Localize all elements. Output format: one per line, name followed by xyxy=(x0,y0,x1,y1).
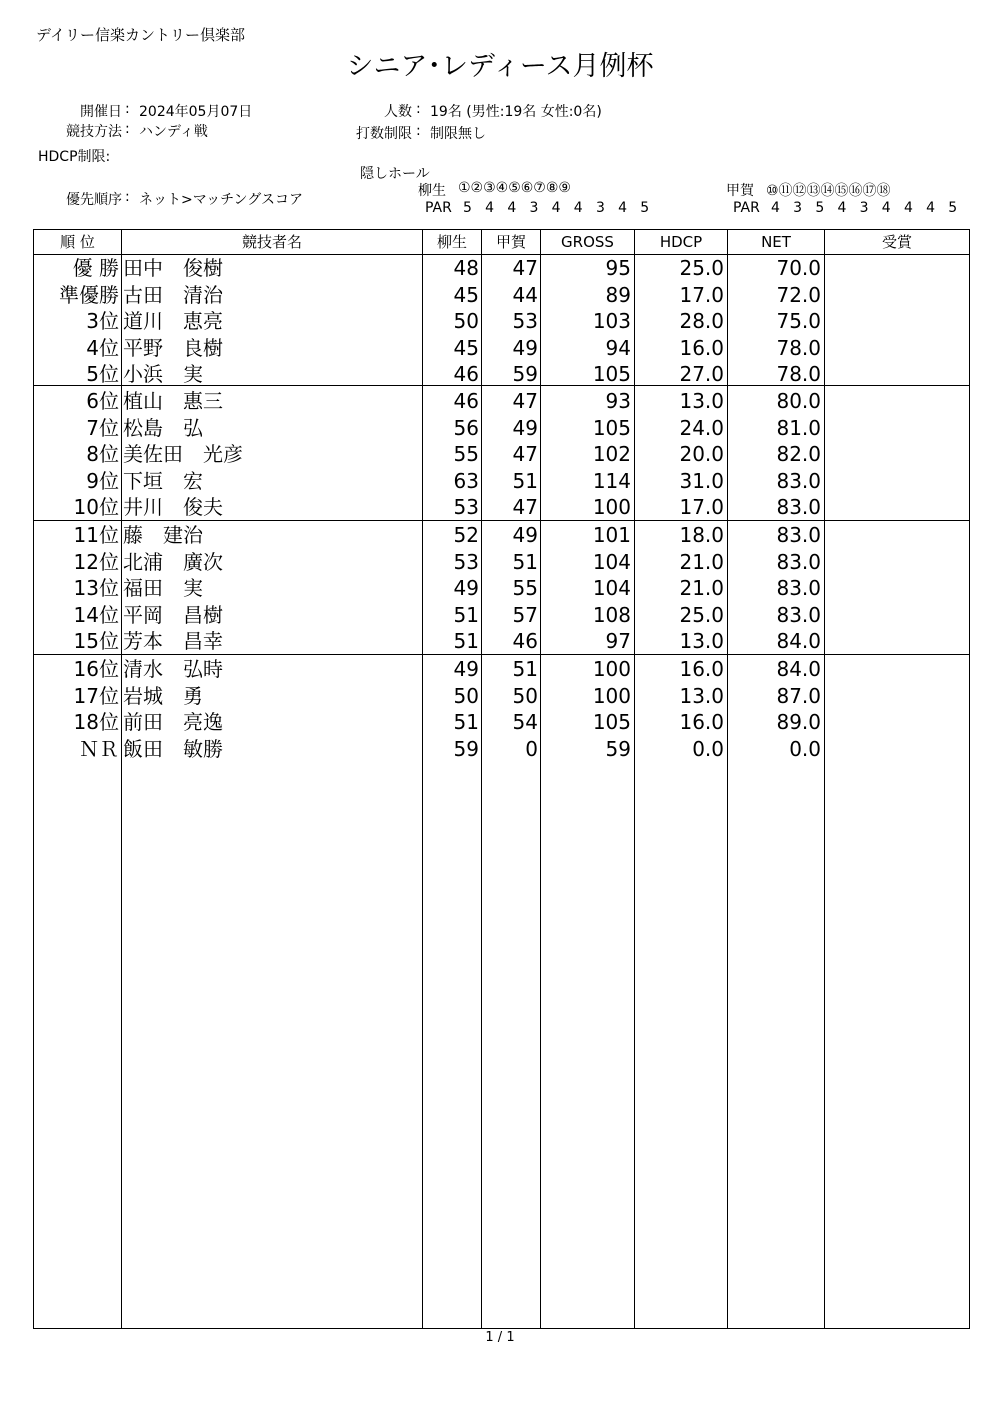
player-name-cell: 下垣 宏 xyxy=(123,468,203,493)
gross-cell: 104 xyxy=(592,549,631,574)
course2-score-cell: 49 xyxy=(512,415,538,440)
course1-score-cell: 49 xyxy=(453,576,479,600)
course1-pars: 5 4 4 3 4 4 3 4 5 xyxy=(463,200,654,216)
limit-label: 打数制限 xyxy=(356,126,412,142)
net-cell: 81.0 xyxy=(776,415,821,440)
net-cell: 70.0 xyxy=(776,256,821,280)
gross-cell: 108 xyxy=(592,602,631,627)
net-cell: 82.0 xyxy=(776,442,821,466)
table-row xyxy=(34,441,969,468)
course2-score-cell: 49 xyxy=(512,335,538,360)
course1-score-cell: 46 xyxy=(453,389,479,413)
table-row xyxy=(34,361,969,388)
gross-cell: 97 xyxy=(605,629,631,653)
gross-cell: 89 xyxy=(605,282,631,307)
header-course1: 柳生 xyxy=(436,233,467,251)
gross-cell: 100 xyxy=(592,495,631,519)
hdcp-limit-label: HDCP制限: xyxy=(38,149,111,165)
rank-cell: 12位 xyxy=(73,549,119,574)
limit-value: 制限無し xyxy=(430,126,486,142)
player-name-cell: 岩城 勇 xyxy=(123,683,203,708)
course2-score-cell: 57 xyxy=(512,602,538,627)
course2-score-cell: 51 xyxy=(512,657,538,681)
course2-score-cell: 53 xyxy=(512,309,538,333)
hdcp-cell: 0.0 xyxy=(692,736,724,761)
page-number: 1 / 1 xyxy=(485,1330,515,1345)
rank-cell: 8位 xyxy=(86,442,119,466)
player-name-cell: 北浦 廣次 xyxy=(123,549,223,574)
gross-cell: 100 xyxy=(592,657,631,681)
table-row xyxy=(34,282,969,309)
rank-cell: 準優勝 xyxy=(59,282,119,307)
course2-score-cell: 0 xyxy=(525,736,538,761)
course2-par-label: PAR xyxy=(733,200,760,216)
page-title: シニア･レディース月例杯 xyxy=(346,51,654,82)
priority-value: ネット>マッチングスコア xyxy=(139,192,304,208)
gross-cell: 114 xyxy=(592,468,631,493)
net-cell: 83.0 xyxy=(776,495,821,519)
rank-cell: 15位 xyxy=(73,629,119,653)
rank-cell: 17位 xyxy=(73,683,119,708)
player-name-cell: 前田 亮逸 xyxy=(123,710,223,734)
hdcp-cell: 21.0 xyxy=(679,576,724,600)
course1-score-cell: 51 xyxy=(453,629,479,653)
results-table xyxy=(33,229,970,1329)
course2-score-cell: 51 xyxy=(512,468,538,493)
player-name-cell: 美佐田 光彦 xyxy=(123,442,243,466)
course1-score-cell: 46 xyxy=(453,362,479,386)
table-row xyxy=(34,468,969,495)
table-row xyxy=(34,522,969,549)
hdcp-cell: 25.0 xyxy=(679,602,724,627)
table-row xyxy=(34,656,969,683)
header-name: 競技者名 xyxy=(241,233,302,251)
course2-pars: 4 3 5 4 3 4 4 4 5 xyxy=(771,200,962,216)
gross-cell: 103 xyxy=(592,309,631,333)
course2-score-cell: 47 xyxy=(512,256,538,280)
player-name-cell: 芳本 昌幸 xyxy=(123,629,223,653)
hdcp-cell: 13.0 xyxy=(679,683,724,708)
course1-name: 柳生 xyxy=(418,183,446,199)
header-gross: GROSS xyxy=(561,233,614,251)
course2-score-cell: 50 xyxy=(512,683,538,708)
table-row xyxy=(34,335,969,362)
table-row xyxy=(34,683,969,710)
course1-score-cell: 48 xyxy=(453,256,479,280)
hdcp-cell: 13.0 xyxy=(679,629,724,653)
method-sep: : xyxy=(125,121,130,137)
player-name-cell: 古田 清治 xyxy=(123,282,223,307)
table-row xyxy=(34,308,969,335)
net-cell: 84.0 xyxy=(776,629,821,653)
hdcp-cell: 16.0 xyxy=(679,335,724,360)
rank-cell: 3位 xyxy=(86,309,119,333)
date-value: 2024年05月07日 xyxy=(139,104,253,120)
table-row xyxy=(34,602,969,629)
course1-score-cell: 51 xyxy=(453,602,479,627)
header-course2: 甲賀 xyxy=(495,233,526,251)
net-cell: 83.0 xyxy=(776,468,821,493)
hdcp-cell: 25.0 xyxy=(679,256,724,280)
player-name-cell: 植山 惠三 xyxy=(123,389,223,413)
hdcp-cell: 18.0 xyxy=(679,523,724,547)
rank-cell: 4位 xyxy=(86,335,119,360)
net-cell: 89.0 xyxy=(776,710,821,734)
club-name: デイリー信楽カントリー倶楽部 xyxy=(36,26,245,44)
gross-cell: 104 xyxy=(592,576,631,600)
limit-sep: : xyxy=(416,123,421,139)
hdcp-cell: 28.0 xyxy=(679,309,724,333)
course1-score-cell: 55 xyxy=(453,442,479,466)
rank-cell: 6位 xyxy=(86,389,119,413)
course1-score-cell: 45 xyxy=(453,335,479,360)
course1-score-cell: 63 xyxy=(453,468,479,493)
net-cell: 83.0 xyxy=(776,523,821,547)
player-name-cell: 清水 弘時 xyxy=(123,657,223,681)
net-cell: 78.0 xyxy=(776,335,821,360)
net-cell: 84.0 xyxy=(776,657,821,681)
player-name-cell: 井川 俊夫 xyxy=(123,495,223,519)
course1-score-cell: 45 xyxy=(453,282,479,307)
course2-score-cell: 47 xyxy=(512,389,538,413)
table-row xyxy=(34,255,969,282)
rank-cell: 7位 xyxy=(86,415,119,440)
gross-cell: 105 xyxy=(592,362,631,386)
net-cell: 83.0 xyxy=(776,576,821,600)
hdcp-cell: 20.0 xyxy=(679,442,724,466)
course1-score-cell: 50 xyxy=(453,683,479,708)
course1-score-cell: 53 xyxy=(453,495,479,519)
header-rank: 順 位 xyxy=(60,233,95,251)
table-row xyxy=(34,628,969,655)
gross-cell: 94 xyxy=(605,335,631,360)
gross-cell: 100 xyxy=(592,683,631,708)
table-row xyxy=(34,494,969,521)
gross-cell: 93 xyxy=(605,389,631,413)
count-label: 人数 xyxy=(384,104,412,120)
hidden-hole-label: 隠しホール xyxy=(360,166,430,182)
player-name-cell: 藤 建治 xyxy=(123,523,203,547)
net-cell: 0.0 xyxy=(789,736,821,761)
player-name-cell: 道川 恵亮 xyxy=(123,309,223,333)
method-label: 競技方法 xyxy=(66,124,122,140)
gross-cell: 105 xyxy=(592,415,631,440)
count-sep: : xyxy=(416,101,421,117)
player-name-cell: 福田 実 xyxy=(123,576,203,600)
course2-score-cell: 59 xyxy=(512,362,538,386)
course2-score-cell: 55 xyxy=(512,576,538,600)
course1-score-cell: 53 xyxy=(453,549,479,574)
rank-cell: 5位 xyxy=(86,362,119,386)
rank-cell: 11位 xyxy=(73,523,119,547)
course1-score-cell: 59 xyxy=(453,736,479,761)
course1-score-cell: 49 xyxy=(453,657,479,681)
table-row xyxy=(34,575,969,602)
net-cell: 80.0 xyxy=(776,389,821,413)
course2-score-cell: 44 xyxy=(512,282,538,307)
course1-score-cell: 51 xyxy=(453,710,479,734)
net-cell: 75.0 xyxy=(776,309,821,333)
net-cell: 83.0 xyxy=(776,549,821,574)
course1-score-cell: 50 xyxy=(453,309,479,333)
rank-cell: 14位 xyxy=(73,602,119,627)
date-label: 開催日 xyxy=(80,104,122,120)
net-cell: 87.0 xyxy=(776,683,821,708)
rank-cell: 13位 xyxy=(73,576,119,600)
player-name-cell: 飯田 敏勝 xyxy=(123,736,223,761)
hdcp-cell: 17.0 xyxy=(679,495,724,519)
hdcp-cell: 16.0 xyxy=(679,710,724,734)
table-row xyxy=(34,415,969,442)
table-row xyxy=(34,736,969,763)
count-value: 19名 (男性:19名 女性:0名) xyxy=(430,104,602,120)
course1-score-cell: 52 xyxy=(453,523,479,547)
method-value: ハンディ戦 xyxy=(139,124,208,140)
course2-score-cell: 47 xyxy=(512,442,538,466)
hdcp-cell: 13.0 xyxy=(679,389,724,413)
net-cell: 78.0 xyxy=(776,362,821,386)
course2-score-cell: 46 xyxy=(512,629,538,653)
course1-score-cell: 56 xyxy=(453,415,479,440)
player-name-cell: 松島 弘 xyxy=(123,415,203,440)
hdcp-cell: 16.0 xyxy=(679,657,724,681)
gross-cell: 59 xyxy=(605,736,631,761)
player-name-cell: 平野 良樹 xyxy=(123,335,223,360)
net-cell: 83.0 xyxy=(776,602,821,627)
rank-cell: 9位 xyxy=(86,468,119,493)
gross-cell: 101 xyxy=(592,523,631,547)
rank-cell: 10位 xyxy=(73,495,119,519)
course2-name: 甲賀 xyxy=(726,183,754,199)
priority-sep: : xyxy=(125,189,130,205)
rank-cell: 18位 xyxy=(73,710,119,734)
course2-score-cell: 51 xyxy=(512,549,538,574)
course2-score-cell: 47 xyxy=(512,495,538,519)
rank-cell: ＮＲ xyxy=(79,736,119,761)
course2-holes: ⑩⑪⑫⑬⑭⑮⑯⑰⑱ xyxy=(766,183,891,199)
header-net: NET xyxy=(761,233,791,251)
rank-cell: 優 勝 xyxy=(72,256,119,280)
hdcp-cell: 24.0 xyxy=(679,415,724,440)
hdcp-cell: 21.0 xyxy=(679,549,724,574)
rank-cell: 16位 xyxy=(73,657,119,681)
header-award: 受賞 xyxy=(881,233,912,251)
priority-label: 優先順序 xyxy=(66,192,122,208)
gross-cell: 105 xyxy=(592,710,631,734)
net-cell: 72.0 xyxy=(776,282,821,307)
hdcp-cell: 31.0 xyxy=(679,468,724,493)
course1-par-label: PAR xyxy=(425,200,452,216)
hdcp-cell: 27.0 xyxy=(679,362,724,386)
player-name-cell: 田中 俊樹 xyxy=(123,256,223,280)
table-row xyxy=(34,709,969,736)
hdcp-cell: 17.0 xyxy=(679,282,724,307)
gross-cell: 95 xyxy=(605,256,631,280)
date-sep: : xyxy=(125,101,130,117)
course1-holes: ①②③④⑤⑥⑦⑧⑨ xyxy=(458,180,571,196)
player-name-cell: 小浜 実 xyxy=(123,362,203,386)
gross-cell: 102 xyxy=(592,442,631,466)
player-name-cell: 平岡 昌樹 xyxy=(123,602,223,627)
table-row xyxy=(34,549,969,576)
course2-score-cell: 49 xyxy=(512,523,538,547)
header-hdcp: HDCP xyxy=(659,233,703,251)
table-row xyxy=(34,388,969,415)
course2-score-cell: 54 xyxy=(512,710,538,734)
